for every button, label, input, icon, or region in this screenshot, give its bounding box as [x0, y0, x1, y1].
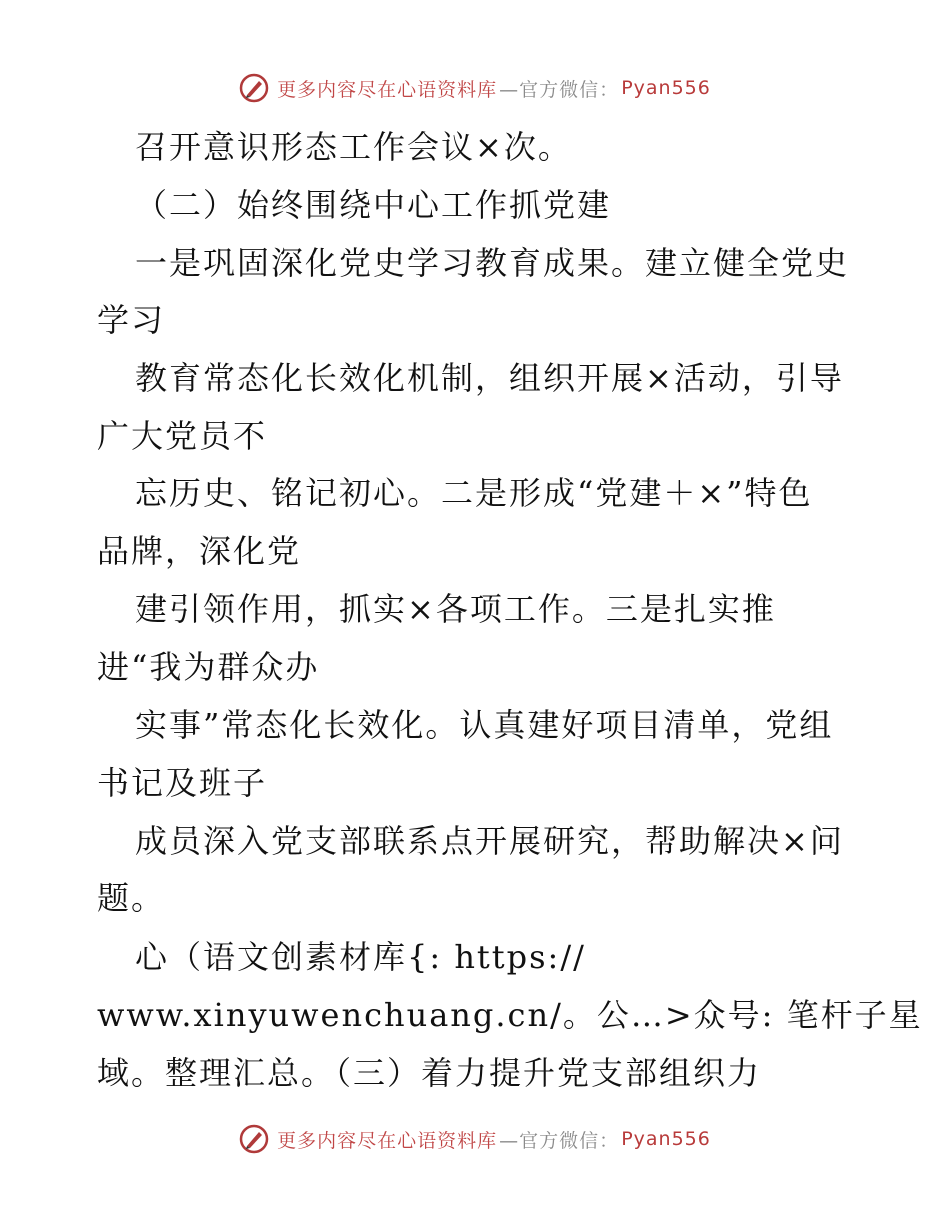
- body-line: 学习: [97, 301, 166, 339]
- body-line: 教育常态化长效化机制，组织开展×活动，引导: [135, 359, 844, 397]
- body-line: 题。: [97, 879, 166, 917]
- body-line: 一是巩固深化党史学习教育成果。建立健全党史: [135, 244, 850, 282]
- pen-logo-icon: [239, 73, 269, 103]
- watermark-official-label: —官方微信：: [499, 1129, 620, 1152]
- body-line: 心（语文创素材库{: https://: [135, 938, 586, 976]
- body-line: 域。整理汇总。（三）着力提升党支部组织力: [97, 1054, 762, 1092]
- body-line: www.xinyuwenchuang.cn/。公…>众号: 笔杆子星: [97, 996, 923, 1034]
- body-line: 进“我为群众办: [97, 648, 320, 686]
- watermark-brand-text: 更多内容尽在心语资料库: [277, 78, 498, 101]
- body-line: 召开意识形态工作会议×次。: [135, 128, 572, 166]
- section-heading: （二）始终围绕中心工作抓党建: [135, 186, 612, 224]
- watermark-wechat-id: Pyan556: [621, 77, 711, 99]
- watermark-wechat-id: Pyan556: [621, 1128, 711, 1150]
- body-line: 实事”常态化长效化。认真建好项目清单，党组: [135, 706, 834, 744]
- body-line: 品牌，深化党: [97, 532, 302, 570]
- body-line: 忘历史、铭记初心。二是形成“党建＋×”特色: [135, 474, 813, 512]
- body-line: 成员深入党支部联系点开展研究，帮助解决×问: [135, 822, 844, 860]
- watermark-official-label: —官方微信：: [499, 78, 620, 101]
- footer-watermark: [0, 1124, 950, 1154]
- pen-logo-icon: [239, 1124, 269, 1154]
- body-line: 广大党员不: [97, 417, 268, 455]
- body-line: 书记及班子: [97, 764, 268, 802]
- header-watermark: [0, 73, 950, 103]
- body-line: 建引领作用，抓实×各项工作。三是扎实推: [135, 590, 776, 628]
- watermark-brand-text: 更多内容尽在心语资料库: [277, 1129, 498, 1152]
